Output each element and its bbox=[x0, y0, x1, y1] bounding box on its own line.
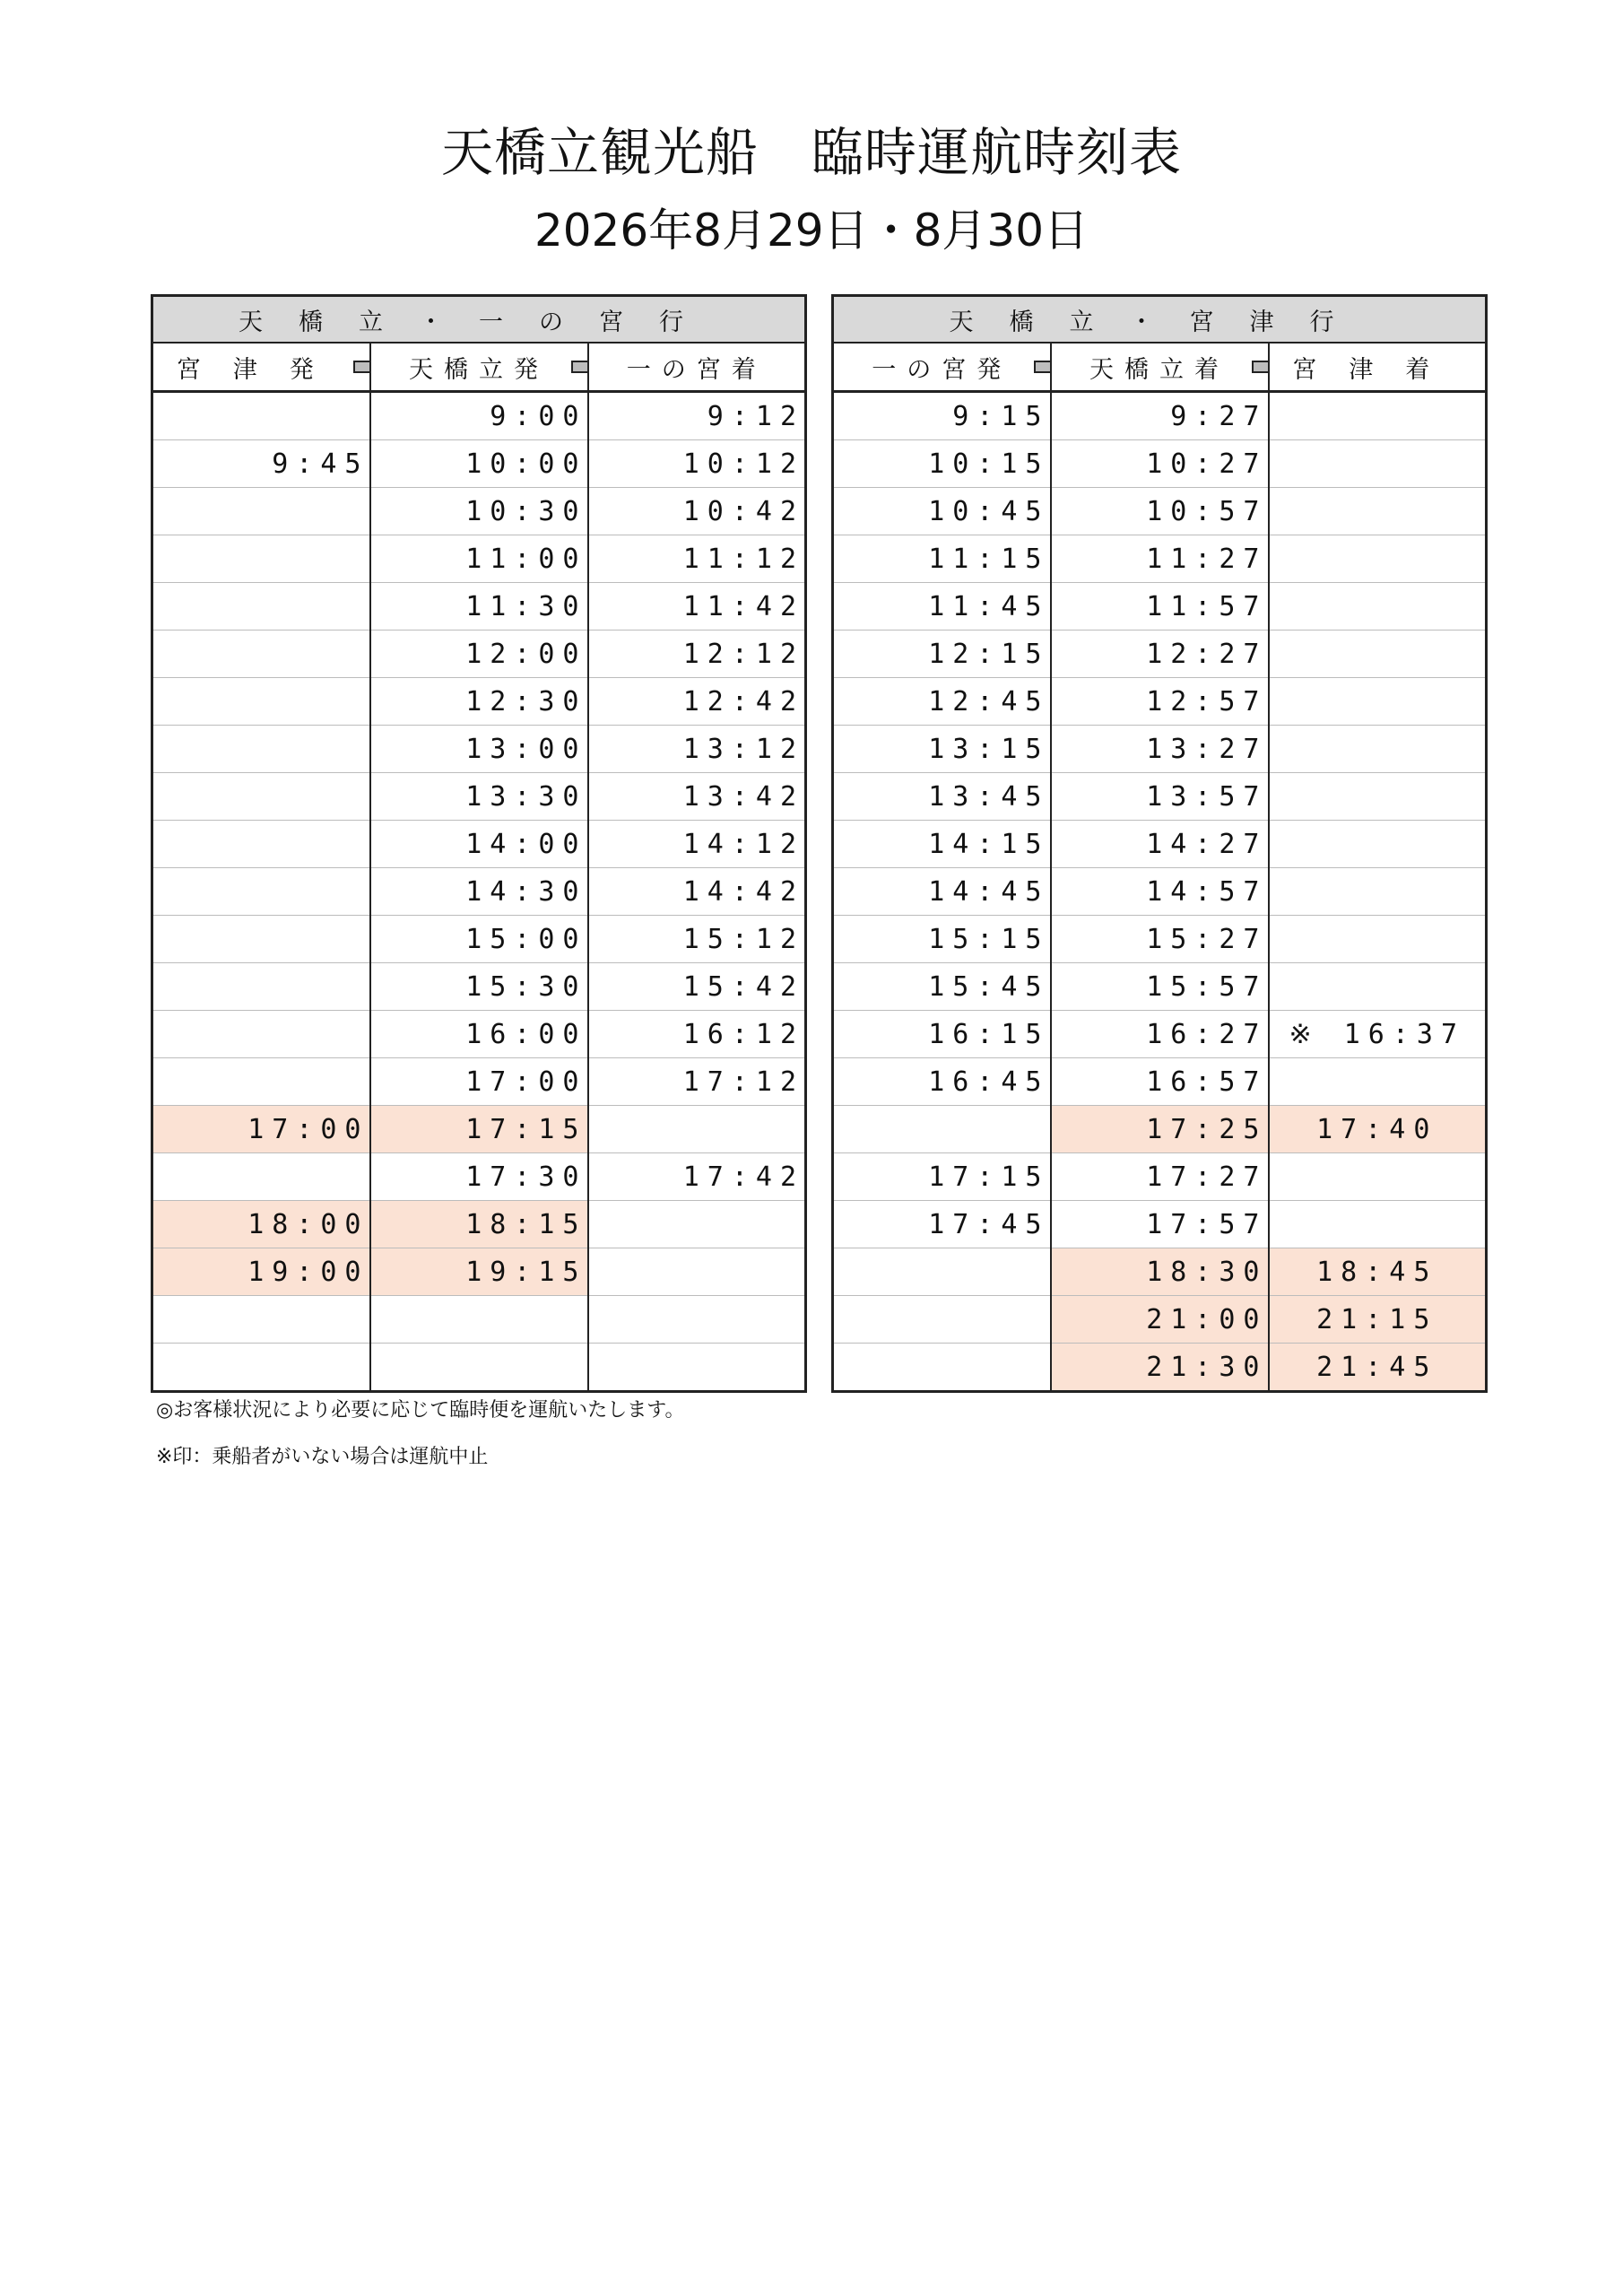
time-cell: 13:27 bbox=[1051, 726, 1269, 773]
time-cell: 11:45 bbox=[833, 583, 1051, 631]
time-cell bbox=[152, 726, 370, 773]
table-row bbox=[833, 1296, 1487, 1344]
time-cell: 15:27 bbox=[1051, 916, 1269, 963]
time-cell bbox=[1269, 535, 1487, 583]
table-row bbox=[833, 1201, 1487, 1248]
table-row bbox=[152, 1344, 806, 1392]
time-cell: 14:15 bbox=[833, 821, 1051, 868]
table-row bbox=[833, 631, 1487, 678]
table-row bbox=[152, 1201, 806, 1248]
column-header-miyazu-depart: 宮津発 bbox=[152, 343, 370, 392]
table-row bbox=[152, 535, 806, 583]
table-row bbox=[152, 1106, 806, 1153]
time-cell: 12:27 bbox=[1051, 631, 1269, 678]
time-cell: 15:15 bbox=[833, 916, 1051, 963]
time-cell bbox=[152, 1296, 370, 1344]
time-cell: 11:57 bbox=[1051, 583, 1269, 631]
table-row bbox=[152, 1153, 806, 1201]
time-cell: 15:00 bbox=[370, 916, 588, 963]
time-cell: 13:42 bbox=[588, 773, 806, 821]
time-cell bbox=[1269, 631, 1487, 678]
time-cell: 17:00 bbox=[152, 1106, 370, 1153]
time-cell: 11:30 bbox=[370, 583, 588, 631]
page-title: 天橋立観光船 臨時運航時刻表 bbox=[440, 122, 1182, 183]
time-cell bbox=[152, 821, 370, 868]
table-row bbox=[152, 963, 806, 1011]
note-extra-service: ◎お客様状況により必要に応じて臨時便を運航いたします。 bbox=[156, 1399, 685, 1422]
time-cell: 17:12 bbox=[588, 1058, 806, 1106]
time-cell: ※ 16:37 bbox=[1269, 1011, 1487, 1058]
time-cell: 13:57 bbox=[1051, 773, 1269, 821]
time-cell bbox=[152, 1344, 370, 1392]
time-cell: 12:30 bbox=[370, 678, 588, 726]
time-cell: 21:45 bbox=[1269, 1344, 1487, 1392]
time-cell bbox=[1269, 678, 1487, 726]
time-cell: 16:15 bbox=[833, 1011, 1051, 1058]
time-cell: 11:27 bbox=[1051, 535, 1269, 583]
time-cell: 14:42 bbox=[588, 868, 806, 916]
time-cell bbox=[588, 1201, 806, 1248]
time-cell: 17:57 bbox=[1051, 1201, 1269, 1248]
time-cell bbox=[370, 1344, 588, 1392]
time-cell: 14:57 bbox=[1051, 868, 1269, 916]
time-cell: 19:15 bbox=[370, 1248, 588, 1296]
table-row bbox=[152, 726, 806, 773]
time-cell: 19:00 bbox=[152, 1248, 370, 1296]
time-cell: 21:00 bbox=[1051, 1296, 1269, 1344]
time-cell bbox=[1269, 488, 1487, 535]
time-cell bbox=[833, 1248, 1051, 1296]
time-cell: 17:30 bbox=[370, 1153, 588, 1201]
time-cell bbox=[833, 1106, 1051, 1153]
time-cell: 14:30 bbox=[370, 868, 588, 916]
time-cell: 15:12 bbox=[588, 916, 806, 963]
time-cell: 16:00 bbox=[370, 1011, 588, 1058]
time-cell: 14:45 bbox=[833, 868, 1051, 916]
table-row bbox=[833, 392, 1487, 440]
table-row bbox=[833, 1011, 1487, 1058]
table-row bbox=[152, 868, 806, 916]
time-cell: 12:42 bbox=[588, 678, 806, 726]
time-cell: 13:30 bbox=[370, 773, 588, 821]
table-row bbox=[833, 1153, 1487, 1201]
time-cell: 12:12 bbox=[588, 631, 806, 678]
table-row bbox=[833, 440, 1487, 488]
time-cell: 9:12 bbox=[588, 392, 806, 440]
arrow-right-icon bbox=[1252, 355, 1269, 378]
time-cell: 16:12 bbox=[588, 1011, 806, 1058]
time-cell: 21:30 bbox=[1051, 1344, 1269, 1392]
table-row bbox=[152, 916, 806, 963]
table-row bbox=[152, 678, 806, 726]
time-cell bbox=[1269, 440, 1487, 488]
table-row bbox=[833, 868, 1487, 916]
table-row bbox=[833, 1058, 1487, 1106]
table-row bbox=[833, 726, 1487, 773]
time-cell: 17:25 bbox=[1051, 1106, 1269, 1153]
table-row bbox=[152, 583, 806, 631]
time-cell bbox=[1269, 773, 1487, 821]
time-cell bbox=[1269, 583, 1487, 631]
time-cell bbox=[1269, 726, 1487, 773]
arrow-right-icon bbox=[353, 355, 370, 378]
time-cell: 14:27 bbox=[1051, 821, 1269, 868]
table-row bbox=[152, 773, 806, 821]
table-row bbox=[833, 678, 1487, 726]
time-cell: 21:15 bbox=[1269, 1296, 1487, 1344]
time-cell bbox=[152, 583, 370, 631]
time-cell: 16:57 bbox=[1051, 1058, 1269, 1106]
time-cell: 10:30 bbox=[370, 488, 588, 535]
time-cell: 17:00 bbox=[370, 1058, 588, 1106]
timetable-amanohashidate-ichinomiya bbox=[151, 294, 807, 1393]
arrow-right-icon bbox=[1034, 355, 1051, 378]
time-cell bbox=[588, 1106, 806, 1153]
table-row bbox=[833, 1344, 1487, 1392]
table-row bbox=[152, 1011, 806, 1058]
time-cell: 16:45 bbox=[833, 1058, 1051, 1106]
table-row bbox=[833, 916, 1487, 963]
time-cell bbox=[152, 916, 370, 963]
route-header: 天橋立・一の宮行 bbox=[152, 296, 806, 344]
page-subtitle: 2026年8月29日・8月30日 bbox=[534, 204, 1089, 257]
time-cell: 12:00 bbox=[370, 631, 588, 678]
time-cell: 10:27 bbox=[1051, 440, 1269, 488]
route-header: 天橋立・宮津行 bbox=[833, 296, 1487, 344]
time-cell: 10:57 bbox=[1051, 488, 1269, 535]
time-cell bbox=[152, 773, 370, 821]
time-cell: 17:40 bbox=[1269, 1106, 1487, 1153]
time-cell bbox=[1269, 1153, 1487, 1201]
time-cell: 13:12 bbox=[588, 726, 806, 773]
time-cell bbox=[833, 1296, 1051, 1344]
time-cell bbox=[1269, 963, 1487, 1011]
time-cell bbox=[152, 631, 370, 678]
time-cell bbox=[588, 1296, 806, 1344]
time-cell bbox=[588, 1248, 806, 1296]
time-cell: 17:27 bbox=[1051, 1153, 1269, 1201]
time-cell: 15:30 bbox=[370, 963, 588, 1011]
time-cell: 13:45 bbox=[833, 773, 1051, 821]
time-cell: 9:45 bbox=[152, 440, 370, 488]
table-row bbox=[833, 583, 1487, 631]
time-cell: 17:45 bbox=[833, 1201, 1051, 1248]
table-row bbox=[152, 1058, 806, 1106]
time-cell: 12:15 bbox=[833, 631, 1051, 678]
time-cell bbox=[152, 488, 370, 535]
table-row bbox=[152, 1296, 806, 1344]
table-row bbox=[833, 773, 1487, 821]
time-cell bbox=[588, 1344, 806, 1392]
timetable-amanohashidate-miyazu bbox=[831, 294, 1488, 1393]
time-cell: 15:45 bbox=[833, 963, 1051, 1011]
column-header-ichinomiya-depart: 一の宮発 bbox=[833, 343, 1051, 392]
time-cell: 11:15 bbox=[833, 535, 1051, 583]
time-cell: 15:57 bbox=[1051, 963, 1269, 1011]
note-cancellation: ※印：乗船者がいない場合は運航中止 bbox=[156, 1446, 489, 1468]
table-row bbox=[152, 488, 806, 535]
time-cell bbox=[370, 1296, 588, 1344]
time-cell: 13:15 bbox=[833, 726, 1051, 773]
table-row bbox=[833, 1106, 1487, 1153]
time-cell: 15:42 bbox=[588, 963, 806, 1011]
time-cell bbox=[152, 1153, 370, 1201]
table-row bbox=[833, 821, 1487, 868]
time-cell: 18:00 bbox=[152, 1201, 370, 1248]
time-cell: 17:15 bbox=[833, 1153, 1051, 1201]
table-row bbox=[152, 440, 806, 488]
time-cell bbox=[152, 535, 370, 583]
time-cell: 11:12 bbox=[588, 535, 806, 583]
time-cell: 10:15 bbox=[833, 440, 1051, 488]
table-row bbox=[152, 631, 806, 678]
time-cell: 13:00 bbox=[370, 726, 588, 773]
table-row bbox=[833, 535, 1487, 583]
time-cell: 14:12 bbox=[588, 821, 806, 868]
time-cell: 10:45 bbox=[833, 488, 1051, 535]
time-cell bbox=[152, 678, 370, 726]
time-cell bbox=[152, 963, 370, 1011]
time-cell bbox=[152, 1011, 370, 1058]
table-row bbox=[833, 963, 1487, 1011]
time-cell: 14:00 bbox=[370, 821, 588, 868]
time-cell bbox=[1269, 821, 1487, 868]
time-cell: 18:15 bbox=[370, 1201, 588, 1248]
time-cell: 11:00 bbox=[370, 535, 588, 583]
time-cell bbox=[152, 1058, 370, 1106]
time-cell bbox=[1269, 868, 1487, 916]
table-row bbox=[833, 1248, 1487, 1296]
time-cell: 17:42 bbox=[588, 1153, 806, 1201]
time-cell: 18:45 bbox=[1269, 1248, 1487, 1296]
time-cell: 16:27 bbox=[1051, 1011, 1269, 1058]
time-cell: 9:15 bbox=[833, 392, 1051, 440]
time-cell bbox=[1269, 1058, 1487, 1106]
time-cell: 17:15 bbox=[370, 1106, 588, 1153]
time-cell bbox=[833, 1344, 1051, 1392]
table-row bbox=[152, 392, 806, 440]
time-cell: 12:57 bbox=[1051, 678, 1269, 726]
time-cell: 10:00 bbox=[370, 440, 588, 488]
time-cell: 9:00 bbox=[370, 392, 588, 440]
time-cell bbox=[152, 868, 370, 916]
time-cell: 9:27 bbox=[1051, 392, 1269, 440]
table-row bbox=[152, 821, 806, 868]
time-cell bbox=[1269, 916, 1487, 963]
time-cell bbox=[1269, 1201, 1487, 1248]
time-cell: 11:42 bbox=[588, 583, 806, 631]
table-row bbox=[833, 488, 1487, 535]
time-cell bbox=[1269, 392, 1487, 440]
time-cell bbox=[152, 392, 370, 440]
time-cell: 10:42 bbox=[588, 488, 806, 535]
time-cell: 18:30 bbox=[1051, 1248, 1269, 1296]
column-header-amanohashidate-depart: 天橋立発 bbox=[370, 343, 588, 392]
table-row bbox=[152, 1248, 806, 1296]
column-header-amanohashidate-arrive: 天橋立着 bbox=[1051, 343, 1269, 392]
time-cell: 12:45 bbox=[833, 678, 1051, 726]
column-header-miyazu-arrive: 宮津着 bbox=[1269, 343, 1487, 392]
column-header-ichinomiya-arrive: 一の宮着 bbox=[588, 343, 806, 392]
arrow-right-icon bbox=[571, 355, 588, 378]
time-cell: 10:12 bbox=[588, 440, 806, 488]
